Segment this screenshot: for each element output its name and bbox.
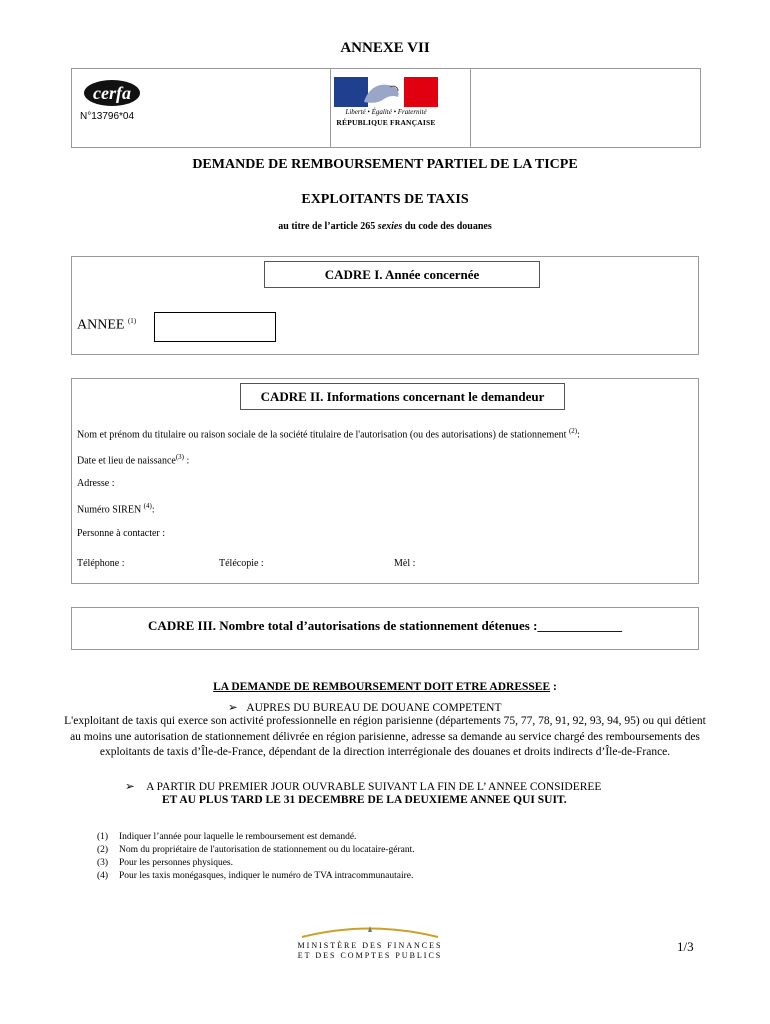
header-divider: [330, 69, 331, 147]
cerfa-number: N°13796*04: [80, 111, 135, 122]
adresse-field[interactable]: Adresse :: [77, 478, 115, 489]
form-subtitle: EXPLOITANTS DE TAXIS: [301, 192, 469, 207]
cadre-2-title: CADRE II. Informations concernant le demandeur: [240, 383, 565, 410]
bullet-bureau: ➢ AUPRES DU BUREAU DE DOUANE COMPETENT: [228, 702, 502, 714]
cadre-1-title: CADRE I. Année concernée: [264, 261, 540, 288]
footnote-item: (3) Pour les personnes physiques.: [97, 858, 233, 868]
adressee-paragraph: L'exploitant de taxis qui exerce son activité professionnelle en région parisienne (départements 75, 77, 78, 91, 92, 93, 94, 95) ou qui détient au moins une autorisation de stationnement délivrée en région parisienne, adresse sa demande au service chargé des remboursements des exploitants de taxis d’Île-de-France, dépendant de la direction interrégionale des douanes et droits indirects d’Île-de-France.: [64, 715, 706, 758]
arrow-bullet-icon: ➢: [125, 781, 135, 793]
footnote-item: (2) Nom du propriétaire de l'autorisation de stationnement ou du locataire-gérant.: [97, 845, 415, 855]
header-divider: [470, 69, 471, 147]
annexe-title: ANNEXE VII: [340, 40, 430, 56]
adressee-heading: LA DEMANDE DE REMBOURSEMENT DOIT ETRE ADRESSEE :: [213, 681, 557, 693]
nom-field[interactable]: Nom et prénom du titulaire ou raison sociale de la société titulaire de l'autorisation (ou des autorisations) de stationnement $^{(2)}$:: [77, 427, 580, 441]
page-number: 1/3: [677, 939, 694, 954]
ministere-arc-logo: [300, 922, 440, 938]
annee-label: ANNEE $^{(1)}$: [77, 317, 137, 333]
header-box: [71, 68, 701, 148]
footnotes: [97, 831, 415, 883]
bullet-delai: ➢ A PARTIR DU PREMIER JOUR OUVRABLE SUIVANT LA FIN DE L’ ANNEE CONSIDEREE: [125, 781, 602, 793]
bullet-delai-line2: ET AU PLUS TARD LE 31 DECEMBRE DE LA DEUXIEME ANNEE QUI SUIT.: [162, 794, 567, 806]
cadre-3-title[interactable]: CADRE III. Nombre total d’autorisations de stationnement détenues :_____________: [148, 618, 622, 633]
mel-field[interactable]: Mèl :: [394, 558, 416, 569]
footnote-item: (4) Pour les taxis monégasques, indiquer le numéro de TVA intracommunautaire.: [97, 871, 414, 881]
telecopie-field[interactable]: Télécopie :: [219, 558, 264, 569]
form-title: DEMANDE DE REMBOURSEMENT PARTIEL DE LA TICPE: [192, 157, 578, 172]
telephone-field[interactable]: Téléphone :: [77, 558, 125, 569]
siren-field[interactable]: Numéro SIREN $^{(4)}$:: [77, 502, 155, 516]
annee-input[interactable]: [154, 312, 276, 342]
cerfa-logo: cerfa: [84, 80, 140, 106]
marianne-logo: [334, 77, 438, 107]
contact-field[interactable]: Personne à contacter :: [77, 528, 166, 539]
ministere-name: MINISTÈRE DES FINANCES ET DES COMPTES PUBLICS: [297, 941, 443, 960]
arrow-bullet-icon: ➢: [228, 702, 238, 714]
naissance-field[interactable]: Date et lieu de naissance$^{(3)}$ :: [77, 453, 190, 467]
rf-motto: Liberté • Égalité • Fraternité: [345, 108, 427, 116]
article-reference: au titre de l’article 265 sexies du code des douanes: [278, 221, 492, 232]
rf-name: RÉPUBLIQUE FRANÇAISE: [336, 118, 436, 127]
footnote-item: (1) Indiquer l’année pour laquelle le remboursement est demandé.: [97, 832, 357, 842]
